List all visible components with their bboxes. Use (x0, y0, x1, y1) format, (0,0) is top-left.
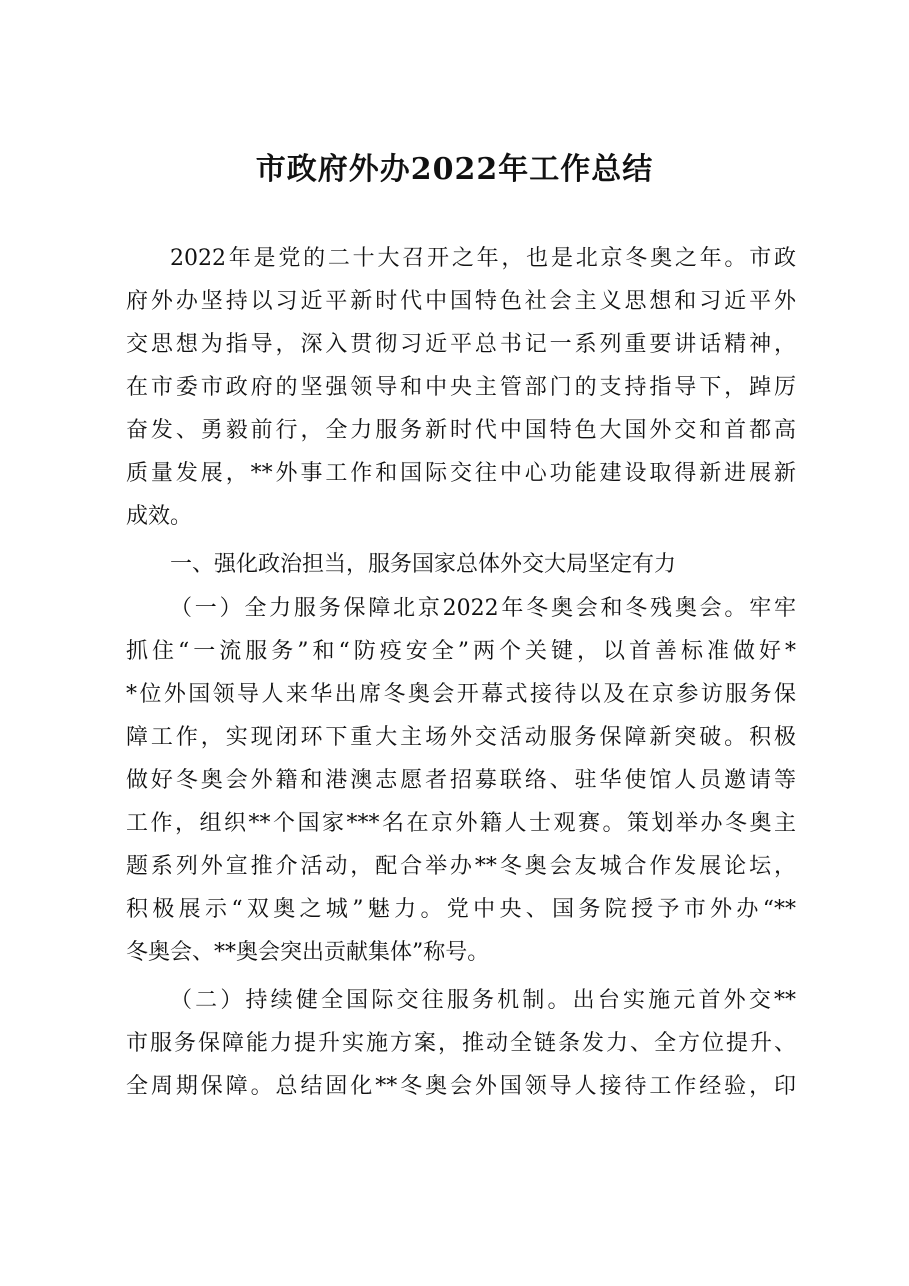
section-heading: 一、强化政治担当，服务国家总体外交大局坚定有力 (170, 552, 677, 577)
paragraph-line: 做好冬奥会外籍和港澳志愿者招募联络、驻华使馆人员邀请等 (126, 768, 796, 793)
paragraph-line: 质量发展，**外事工作和国际交往中心功能建设取得新进展新 (126, 461, 796, 486)
paragraph-line: 题系列外宣推介活动，配合举办**冬奥会友城合作发展论坛， (126, 854, 796, 879)
paragraph-line: 在市委市政府的坚强领导和中央主管部门的支持指导下，踔厉 (126, 375, 796, 400)
paragraph-line: 抓住“一流服务”和“防疫安全”两个关键，以首善标准做好* (126, 639, 796, 664)
paragraph-line: 2022年是党的二十大召开之年，也是北京冬奥之年。市政 (170, 246, 796, 271)
document-title: 市政府外办2022年工作总结 (255, 152, 654, 187)
paragraph-line: 奋发、勇毅前行，全力服务新时代中国特色大国外交和首都高 (126, 418, 796, 443)
paragraph-line: 市服务保障能力提升实施方案，推动全链条发力、全方位提升、 (126, 1031, 796, 1056)
paragraph-line: 障工作，实现闭环下重大主场外交活动服务保障新突破。积极 (126, 725, 796, 750)
paragraph-line: 全周期保障。总结固化**冬奥会外国领导人接待工作经验，印 (126, 1074, 796, 1099)
paragraph-line: 工作，组织**个国家***名在京外籍人士观赛。策划举办冬奥主 (126, 811, 796, 836)
paragraph-line: 交思想为指导，深入贯彻习近平总书记一系列重要讲话精神， (126, 332, 796, 357)
paragraph-line: 冬奥会、**奥会突出贡献集体”称号。 (126, 940, 490, 965)
paragraph-line: （二）持续健全国际交往服务机制。出台实施元首外交** (170, 988, 796, 1013)
paragraph-line: 积极展示“双奥之城”魅力。党中央、国务院授予市外办“** (126, 897, 796, 922)
paragraph-line: *位外国领导人来华出席冬奥会开幕式接待以及在京参访服务保 (126, 682, 796, 707)
paragraph-line: 府外办坚持以习近平新时代中国特色社会主义思想和习近平外 (126, 289, 796, 314)
paragraph-line: （一）全力服务保障北京2022年冬奥会和冬残奥会。牢牢 (170, 596, 796, 621)
paragraph-line: 成效。 (126, 504, 193, 529)
